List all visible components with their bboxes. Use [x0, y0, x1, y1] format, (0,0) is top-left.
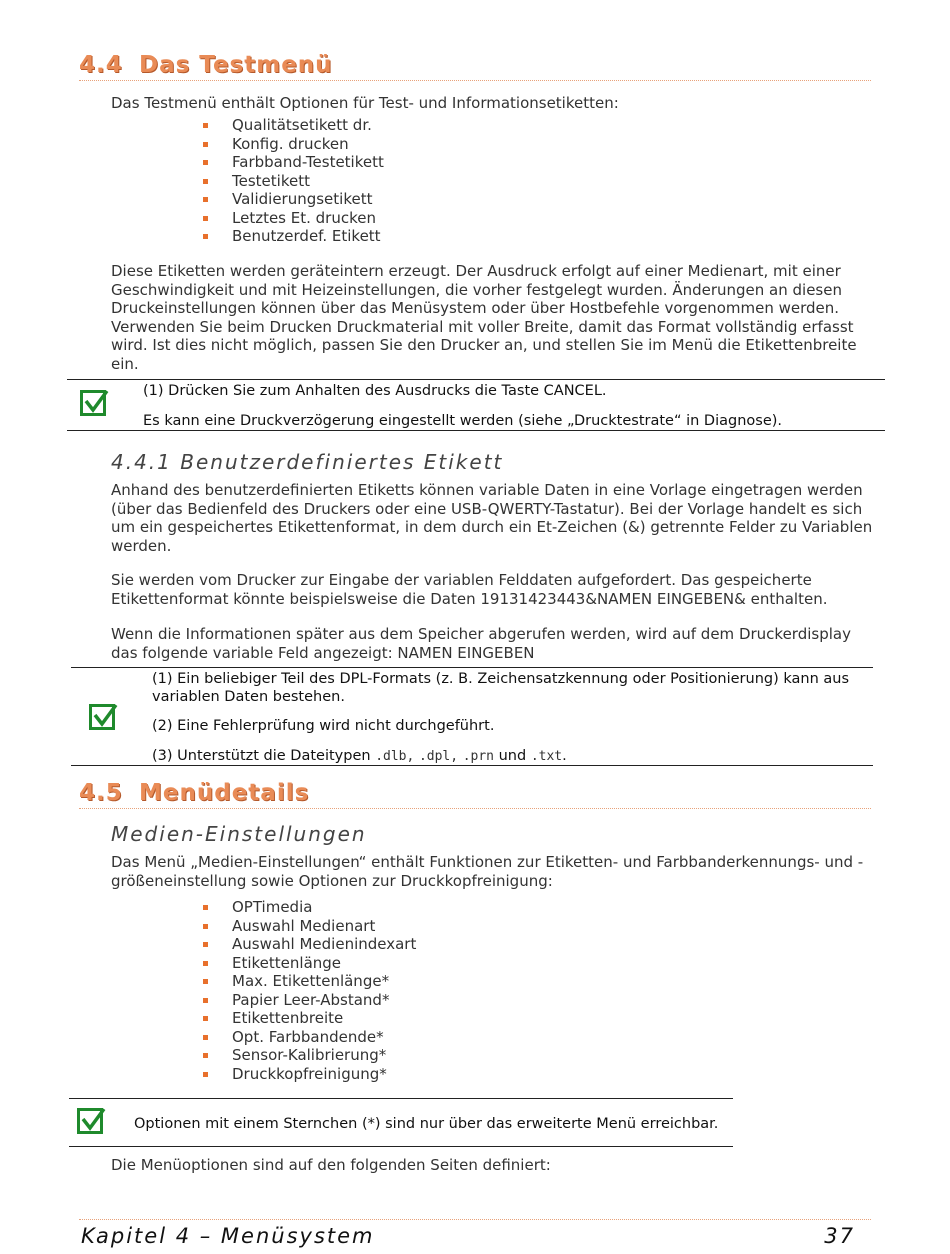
section-number: 4.5: [79, 780, 123, 806]
heading-rule: [79, 80, 871, 81]
list-item: Opt. Farbbandende*: [200, 1028, 416, 1047]
section-heading-4-5: [79, 780, 309, 806]
note-line: (1) Ein beliebiger Teil des DPL-Formats (z. B. Zeichensatzkennung oder Positionierung) kann aus variablen Daten bestehen.: [152, 671, 850, 705]
list-item: Letztes Et. drucken: [200, 209, 384, 228]
checkbox-icon: [77, 1108, 103, 1134]
list-item: Druckkopfreinigung*: [200, 1065, 416, 1084]
list-item: Qualitätsetikett dr.: [200, 116, 384, 135]
checkbox-icon: [89, 704, 115, 730]
intro-paragraph: Das Menü „Medien-Einstellungen“ enthält Funktionen zur Etiketten- und Farbbanderkennungs- und -größeneinstellung sowie Optionen zur Druckkopfreinigung:: [111, 853, 864, 890]
note-line: (2) Eine Fehlerprüfung wird nicht durchgeführt.: [152, 718, 495, 734]
note-line: (1) Drücken Sie zum Anhalten des Ausdrucks die Taste CANCEL.: [143, 383, 607, 399]
file-extension: .txt: [530, 749, 563, 764]
list-item: Etikettenbreite: [200, 1009, 416, 1028]
heading-rule: [79, 808, 871, 809]
footer-chapter: Kapitel 4 – Menüsystem: [81, 1224, 375, 1248]
file-extension: .dlb,: [375, 749, 415, 764]
page-number: 37: [824, 1224, 855, 1248]
list-item: Benutzerdef. Etikett: [200, 227, 384, 246]
list-item: Auswahl Medienart: [200, 917, 416, 936]
section-number: 4.4: [79, 52, 123, 78]
paragraph: Anhand des benutzerdefinierten Etiketts können variable Daten in eine Vorlage eingetragen werden (über das Bedienfeld des Druckers oder eine USB-QWERTY-Tastatur). Bei der Vorlage handelt es sich um ein gespeichertes Etikettenformat, in dem durch ein Et-Zeichen (&) getrennte Felder zu Variablen werden.: [111, 481, 873, 555]
list-item: Sensor-Kalibrierung*: [200, 1046, 416, 1065]
outro-paragraph: Die Menüoptionen sind auf den folgenden Seiten definiert:: [111, 1156, 551, 1174]
note-rule-top: [69, 1098, 733, 1099]
list-item: Farbband-Testetikett: [200, 153, 384, 172]
note-line: [152, 747, 567, 766]
file-extension: .prn: [462, 749, 494, 764]
file-extension: .dpl,: [418, 749, 459, 764]
list-item: Validierungsetikett: [200, 190, 384, 209]
paragraph: Wenn die Informationen später aus dem Speicher abgerufen werden, wird auf dem Druckerdisplay das folgende variable Feld angezeigt: NAMEN EINGEBEN: [111, 625, 851, 662]
note-text: und: [498, 748, 527, 764]
note-rule-bottom: [71, 765, 873, 766]
note-line: Es kann eine Druckverzögerung eingestellt werden (siehe „Drucktestrate“ in Diagnose).: [143, 413, 783, 429]
footer-rule: [79, 1219, 871, 1220]
note-text: .: [562, 748, 567, 764]
list-item: Max. Etikettenlänge*: [200, 972, 416, 991]
list-item: Testetikett: [200, 172, 384, 191]
section-title: Das Testmenü: [139, 52, 333, 78]
paragraph: Sie werden vom Drucker zur Eingabe der variablen Felddaten aufgefordert. Das gespeicherte Etikettenformat könnte beispielsweise die Daten 19131423443&NAMEN EINGEBEN& enthalten.: [111, 571, 828, 608]
list-item: OPTimedia: [200, 898, 416, 917]
note-rule-top: [67, 379, 885, 380]
note-rule-bottom: [69, 1146, 733, 1147]
test-menu-list: [200, 116, 384, 246]
note-rule-bottom: [67, 430, 885, 431]
media-settings-list: [200, 898, 416, 1083]
body-paragraph: Diese Etiketten werden geräteintern erzeugt. Der Ausdruck erfolgt auf einer Medienart, mit einer Geschwindigkeit und mit Heizeinstellungen, die vorher festgelegt wurden. Änderungen an diesen Druckeinstellungen können über das Menüsystem oder über Hostbefehle vorgenommen werden. Verwenden Sie beim Drucken Druckmaterial mit voller Breite, damit das Format vollständig erfasst wird. Ist dies nicht möglich, passen Sie den Drucker an, und stellen Sie im Menü die Etikettenbreite ein.: [111, 262, 857, 373]
note-text: (3) Unterstützt die Dateitypen: [152, 748, 371, 764]
intro-paragraph: Das Testmenü enthält Optionen für Test- und Informationsetiketten:: [111, 94, 619, 112]
list-item: Etikettenlänge: [200, 954, 416, 973]
list-item: Konfig. drucken: [200, 135, 384, 154]
checkbox-icon: [80, 390, 106, 416]
subsection-heading: 4.4.1 Benutzerdefiniertes Etikett: [111, 450, 504, 474]
note-line: Optionen mit einem Sternchen (*) sind nur über das erweiterte Menü erreichbar.: [134, 1116, 719, 1132]
list-item: Auswahl Medienindexart: [200, 935, 416, 954]
subsection-heading: Medien-Einstellungen: [111, 822, 367, 846]
section-heading-4-4: [79, 52, 333, 78]
note-rule-top: [71, 667, 873, 668]
section-title: Menüdetails: [139, 780, 310, 806]
list-item: Papier Leer-Abstand*: [200, 991, 416, 1010]
